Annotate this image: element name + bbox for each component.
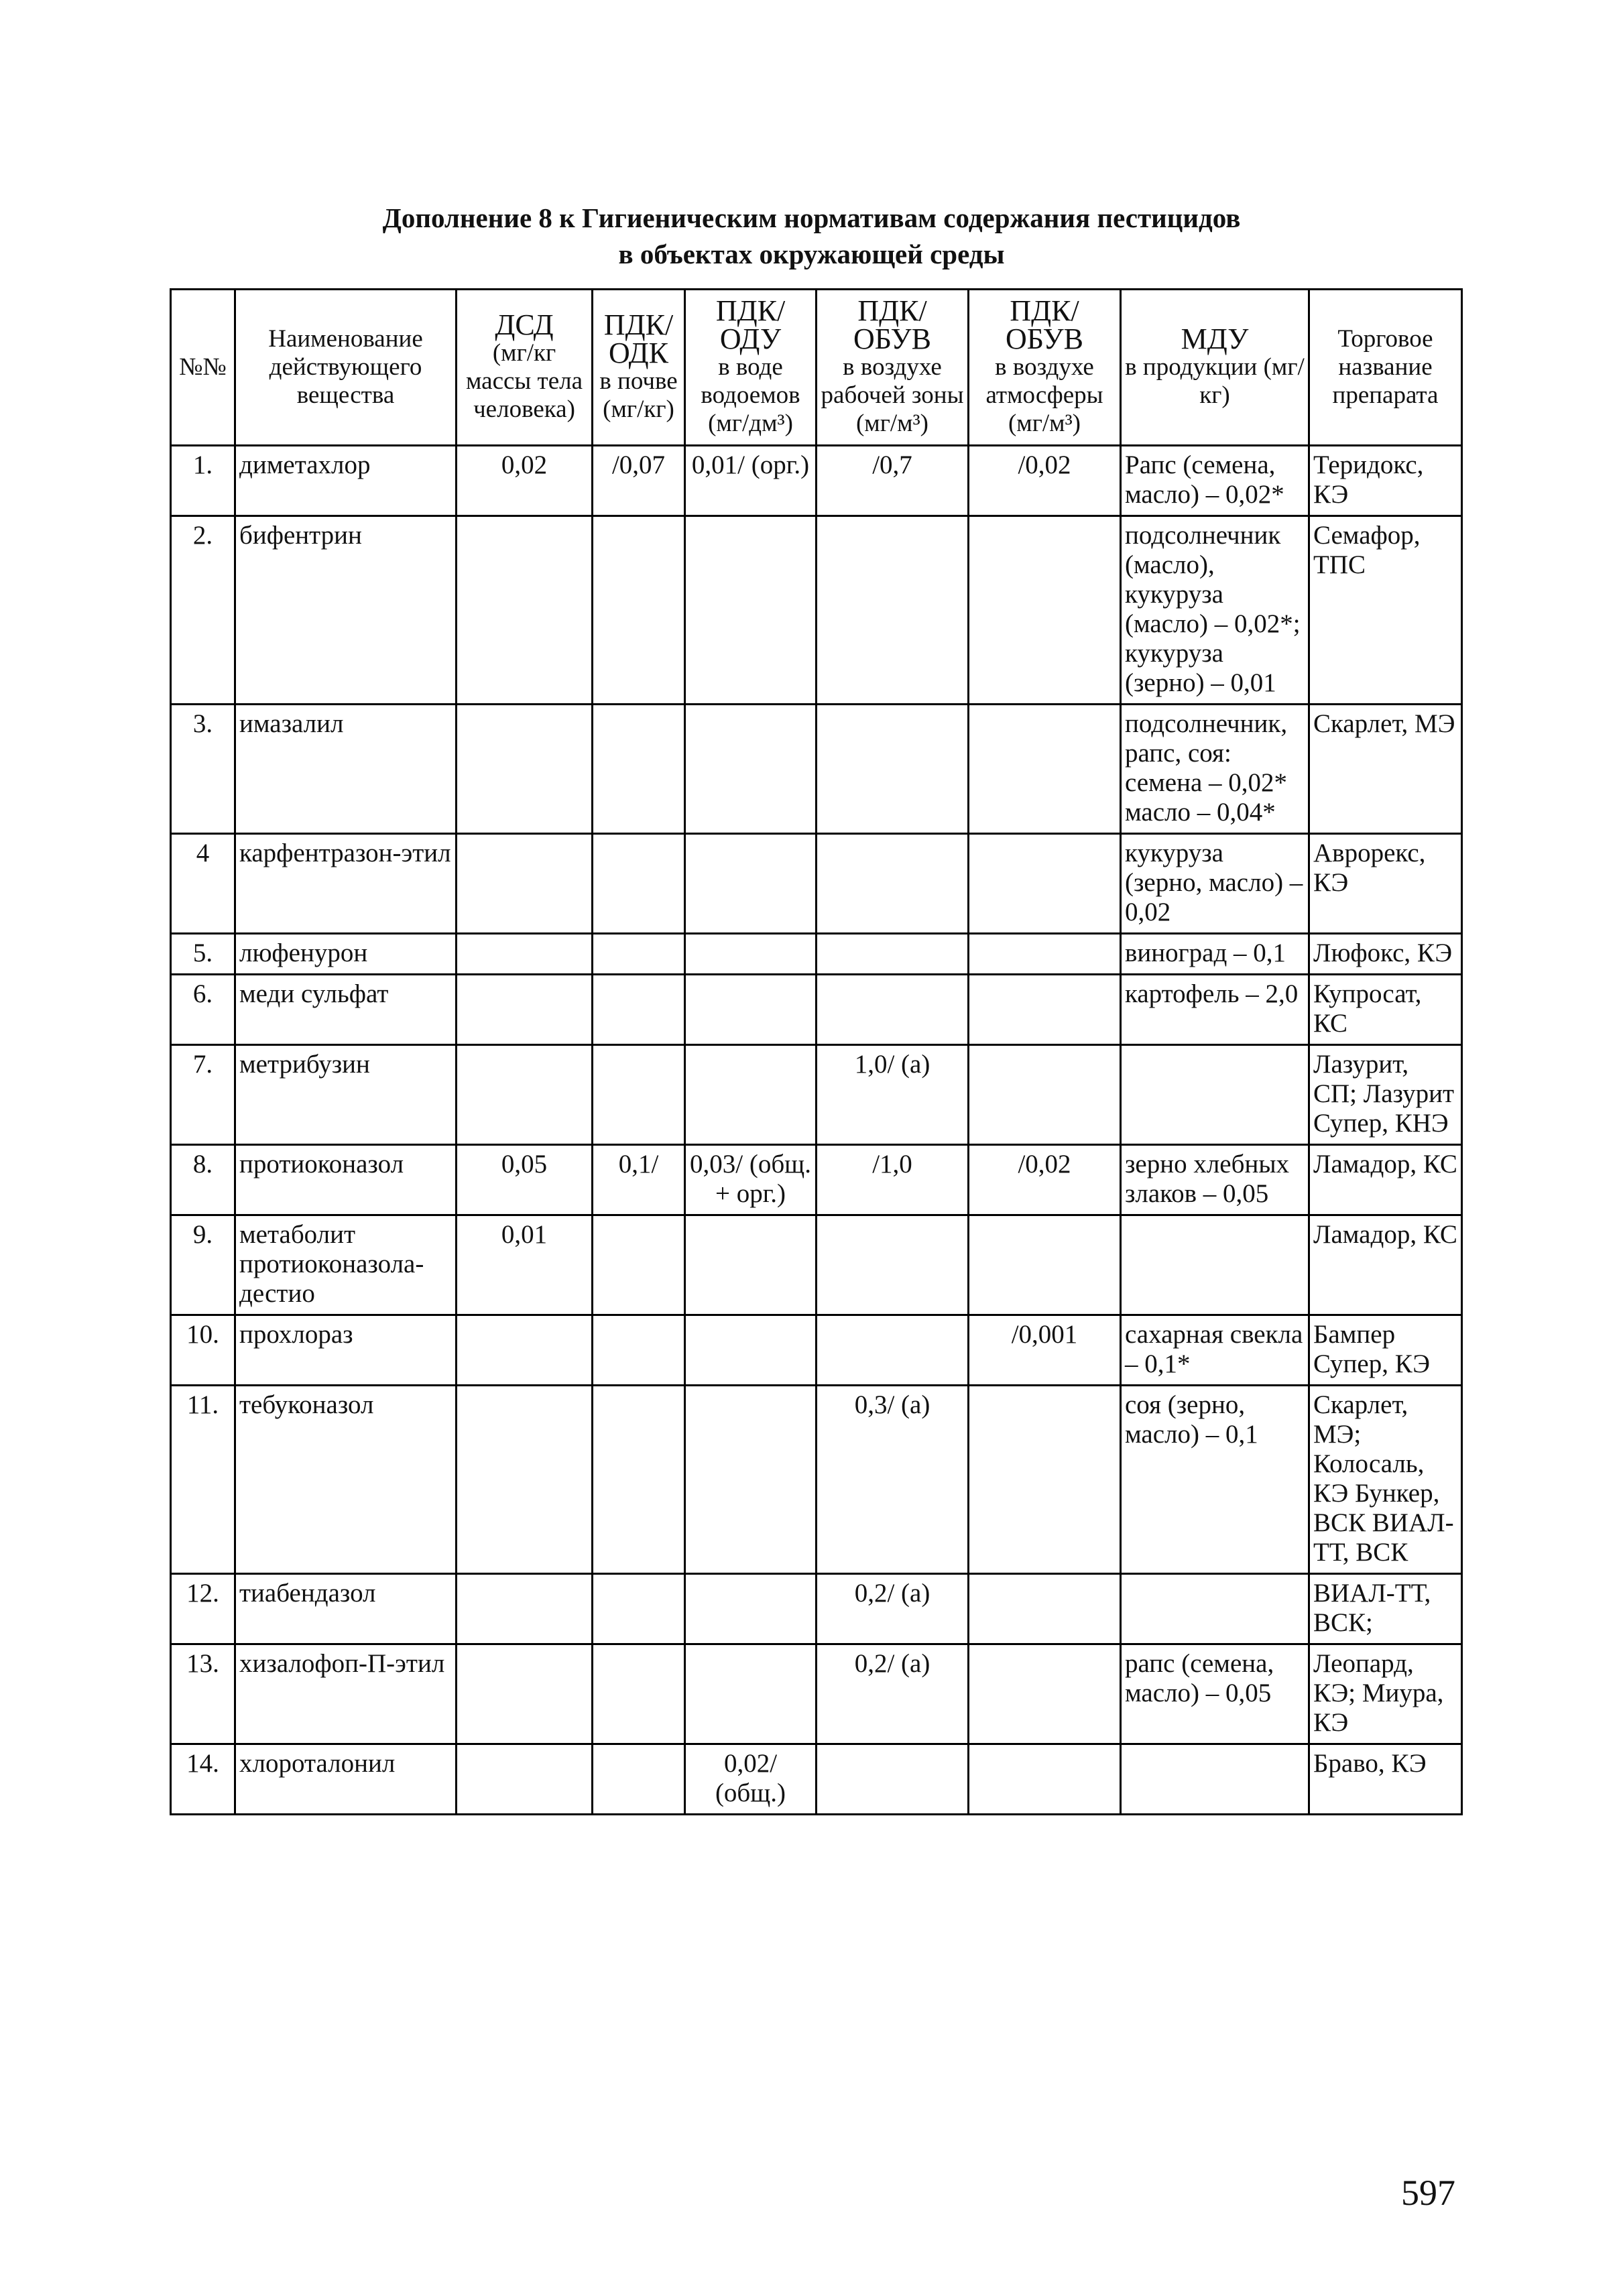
cell-trade-name: Люфокс, КЭ xyxy=(1309,934,1462,975)
cell-soil xyxy=(593,1386,685,1574)
header-dsd-title: ДСД xyxy=(495,308,554,341)
title-line-2: в объектах окружающей среды xyxy=(618,239,1005,269)
cell-water: 0,02/ (общ.) xyxy=(685,1744,817,1815)
cell-trade-name: Браво, КЭ xyxy=(1309,1744,1462,1815)
table-row xyxy=(171,1045,1462,1145)
cell-trade-name: Аврорекс, КЭ xyxy=(1309,834,1462,934)
cell-substance-name: меди сульфат xyxy=(235,975,457,1045)
header-soil xyxy=(593,290,685,446)
cell-atmosphere xyxy=(969,1045,1121,1145)
cell-atmosphere xyxy=(969,516,1121,705)
cell-atmosphere xyxy=(969,834,1121,934)
header-soil-sub: в почве (мг/кг) xyxy=(599,367,678,423)
cell-water xyxy=(685,1386,817,1574)
cell-soil xyxy=(593,1315,685,1386)
table-row xyxy=(171,1744,1462,1815)
table-row xyxy=(171,1315,1462,1386)
cell-work-air xyxy=(817,834,969,934)
cell-atmosphere: /0,02 xyxy=(969,1145,1121,1215)
cell-soil xyxy=(593,1574,685,1644)
header-work-air xyxy=(817,290,969,446)
cell-trade-name: Скарлет, МЭ; Колосаль, КЭ Бункер, ВСК ВИАЛ-ТТ, ВСК xyxy=(1309,1386,1462,1574)
cell-water xyxy=(685,1574,817,1644)
cell-trade-name: Купросат, КС xyxy=(1309,975,1462,1045)
header-trade-name: Торговое название препарата xyxy=(1309,290,1462,446)
cell-soil xyxy=(593,1045,685,1145)
cell-work-air xyxy=(817,934,969,975)
cell-work-air: /1,0 xyxy=(817,1145,969,1215)
cell-water xyxy=(685,1315,817,1386)
cell-number: 2. xyxy=(171,516,235,705)
cell-number: 11. xyxy=(171,1386,235,1574)
cell-substance-name: диметахлор xyxy=(235,446,457,516)
cell-water xyxy=(685,516,817,705)
cell-dsd xyxy=(457,1045,593,1145)
document-title xyxy=(0,200,1623,272)
cell-number: 14. xyxy=(171,1744,235,1815)
table-row xyxy=(171,1574,1462,1644)
cell-dsd xyxy=(457,1574,593,1644)
cell-number: 8. xyxy=(171,1145,235,1215)
table-row xyxy=(171,1215,1462,1315)
table-row xyxy=(171,516,1462,705)
cell-work-air: 0,2/ (а) xyxy=(817,1644,969,1744)
cell-mdu xyxy=(1121,1744,1309,1815)
cell-atmosphere xyxy=(969,1386,1121,1574)
table-header-row xyxy=(171,290,1462,446)
header-water xyxy=(685,290,817,446)
cell-atmosphere: /0,02 xyxy=(969,446,1121,516)
cell-mdu xyxy=(1121,1215,1309,1315)
table-row xyxy=(171,834,1462,934)
cell-water: 0,01/ (орг.) xyxy=(685,446,817,516)
cell-dsd xyxy=(457,1644,593,1744)
cell-work-air: 0,3/ (а) xyxy=(817,1386,969,1574)
cell-atmosphere xyxy=(969,934,1121,975)
title-line-1: Дополнение 8 к Гигиеническим нормативам содержания пестицидов xyxy=(382,202,1241,233)
cell-water xyxy=(685,1045,817,1145)
cell-number: 4 xyxy=(171,834,235,934)
cell-mdu: кукуруза (зерно, масло) – 0,02 xyxy=(1121,834,1309,934)
cell-work-air xyxy=(817,1215,969,1315)
cell-work-air xyxy=(817,705,969,834)
page-number: 597 xyxy=(1401,2173,1455,2213)
cell-number: 13. xyxy=(171,1644,235,1744)
cell-trade-name: Бампер Супер, КЭ xyxy=(1309,1315,1462,1386)
cell-substance-name: карфентразон-этил xyxy=(235,834,457,934)
cell-substance-name: имазалил xyxy=(235,705,457,834)
cell-water xyxy=(685,1215,817,1315)
cell-dsd xyxy=(457,1386,593,1574)
cell-work-air: 0,2/ (а) xyxy=(817,1574,969,1644)
cell-atmosphere xyxy=(969,1215,1121,1315)
cell-number: 10. xyxy=(171,1315,235,1386)
cell-dsd xyxy=(457,705,593,834)
cell-soil xyxy=(593,1215,685,1315)
cell-atmosphere xyxy=(969,1574,1121,1644)
cell-dsd: 0,01 xyxy=(457,1215,593,1315)
cell-mdu: сахарная свекла – 0,1* xyxy=(1121,1315,1309,1386)
cell-water: 0,03/ (общ. + орг.) xyxy=(685,1145,817,1215)
cell-soil xyxy=(593,934,685,975)
header-mdu-title: МДУ xyxy=(1181,322,1249,355)
cell-water xyxy=(685,934,817,975)
cell-dsd: 0,02 xyxy=(457,446,593,516)
cell-work-air xyxy=(817,975,969,1045)
table-row xyxy=(171,705,1462,834)
cell-soil xyxy=(593,516,685,705)
cell-trade-name: Ламадор, КС xyxy=(1309,1215,1462,1315)
cell-substance-name: хлороталонил xyxy=(235,1744,457,1815)
cell-water xyxy=(685,975,817,1045)
cell-mdu xyxy=(1121,1045,1309,1145)
table-row xyxy=(171,446,1462,516)
cell-trade-name: Лазурит, СП; Лазурит Супер, КНЭ xyxy=(1309,1045,1462,1145)
cell-work-air xyxy=(817,1744,969,1815)
cell-mdu: рапс (семена, масло) – 0,05 xyxy=(1121,1644,1309,1744)
cell-soil xyxy=(593,1644,685,1744)
cell-substance-name: бифентрин xyxy=(235,516,457,705)
cell-substance-name: метаболит протиоконазола-дестио xyxy=(235,1215,457,1315)
header-work-sub: в воздухе рабочей зоны (мг/м³) xyxy=(821,353,964,437)
cell-number: 9. xyxy=(171,1215,235,1315)
header-water-title: ПДК/ОДУ xyxy=(715,294,786,355)
cell-water xyxy=(685,1644,817,1744)
cell-mdu xyxy=(1121,1574,1309,1644)
cell-trade-name: Теридокс, КЭ xyxy=(1309,446,1462,516)
cell-mdu: соя (зерно, масло) – 0,1 xyxy=(1121,1386,1309,1574)
header-dsd xyxy=(457,290,593,446)
cell-dsd: 0,05 xyxy=(457,1145,593,1215)
cell-dsd xyxy=(457,975,593,1045)
cell-trade-name: ВИАЛ-ТТ, ВСК; xyxy=(1309,1574,1462,1644)
cell-number: 7. xyxy=(171,1045,235,1145)
cell-trade-name: Скарлет, МЭ xyxy=(1309,705,1462,834)
cell-atmosphere: /0,001 xyxy=(969,1315,1121,1386)
cell-work-air xyxy=(817,516,969,705)
header-atm-title: ПДК/ОБУВ xyxy=(1006,294,1083,355)
pesticide-norms-table xyxy=(170,288,1463,1815)
cell-dsd xyxy=(457,516,593,705)
header-number: №№ xyxy=(171,290,235,446)
cell-mdu: зерно хлебных злаков – 0,05 xyxy=(1121,1145,1309,1215)
cell-atmosphere xyxy=(969,1744,1121,1815)
cell-mdu: виноград – 0,1 xyxy=(1121,934,1309,975)
cell-water xyxy=(685,834,817,934)
cell-substance-name: протиоконазол xyxy=(235,1145,457,1215)
cell-soil: 0,1/ xyxy=(593,1145,685,1215)
cell-trade-name: Ламадор, КС xyxy=(1309,1145,1462,1215)
cell-mdu: картофель – 2,0 xyxy=(1121,975,1309,1045)
table-row xyxy=(171,934,1462,975)
cell-work-air: 1,0/ (а) xyxy=(817,1045,969,1145)
header-atmosphere xyxy=(969,290,1121,446)
cell-water xyxy=(685,705,817,834)
cell-substance-name: метрибузин xyxy=(235,1045,457,1145)
cell-mdu: подсолнечник (масло), кукуруза (масло) – 0,02*; кукуруза (зерно) – 0,01 xyxy=(1121,516,1309,705)
cell-number: 12. xyxy=(171,1574,235,1644)
cell-dsd xyxy=(457,834,593,934)
cell-soil xyxy=(593,705,685,834)
cell-substance-name: хизалофоп-П-этил xyxy=(235,1644,457,1744)
table-row xyxy=(171,975,1462,1045)
table-row xyxy=(171,1644,1462,1744)
cell-dsd xyxy=(457,934,593,975)
header-dsd-sub: (мг/кг массы тела человека) xyxy=(465,339,583,423)
cell-soil xyxy=(593,1744,685,1815)
header-water-sub: в воде водоемов (мг/дм³) xyxy=(701,353,800,437)
cell-soil xyxy=(593,975,685,1045)
cell-dsd xyxy=(457,1744,593,1815)
cell-number: 6. xyxy=(171,975,235,1045)
cell-number: 3. xyxy=(171,705,235,834)
cell-atmosphere xyxy=(969,705,1121,834)
cell-trade-name: Семафор, ТПС xyxy=(1309,516,1462,705)
table-row xyxy=(171,1386,1462,1574)
cell-work-air: /0,7 xyxy=(817,446,969,516)
cell-soil: /0,07 xyxy=(593,446,685,516)
cell-trade-name: Леопард, КЭ; Миура, КЭ xyxy=(1309,1644,1462,1744)
header-work-title: ПДК/ОБУВ xyxy=(853,294,931,355)
cell-mdu: подсолнечник, рапс, соя: семена – 0,02* масло – 0,04* xyxy=(1121,705,1309,834)
table-row xyxy=(171,1145,1462,1215)
cell-work-air xyxy=(817,1315,969,1386)
cell-soil xyxy=(593,834,685,934)
header-atm-sub: в воздухе атмосферы (мг/м³) xyxy=(985,353,1103,437)
cell-number: 1. xyxy=(171,446,235,516)
cell-substance-name: тебуконазол xyxy=(235,1386,457,1574)
cell-substance-name: прохлораз xyxy=(235,1315,457,1386)
cell-substance-name: тиабендазол xyxy=(235,1574,457,1644)
header-mdu xyxy=(1121,290,1309,446)
cell-atmosphere xyxy=(969,975,1121,1045)
cell-mdu: Рапс (семена, масло) – 0,02* xyxy=(1121,446,1309,516)
header-substance-name: Наименование действующего вещества xyxy=(235,290,457,446)
table-body xyxy=(171,446,1462,1815)
cell-number: 5. xyxy=(171,934,235,975)
header-soil-title: ПДК/ ОДК xyxy=(603,308,674,369)
header-mdu-sub: в продукции (мг/кг) xyxy=(1125,353,1305,409)
cell-substance-name: люфенурон xyxy=(235,934,457,975)
cell-dsd xyxy=(457,1315,593,1386)
cell-atmosphere xyxy=(969,1644,1121,1744)
